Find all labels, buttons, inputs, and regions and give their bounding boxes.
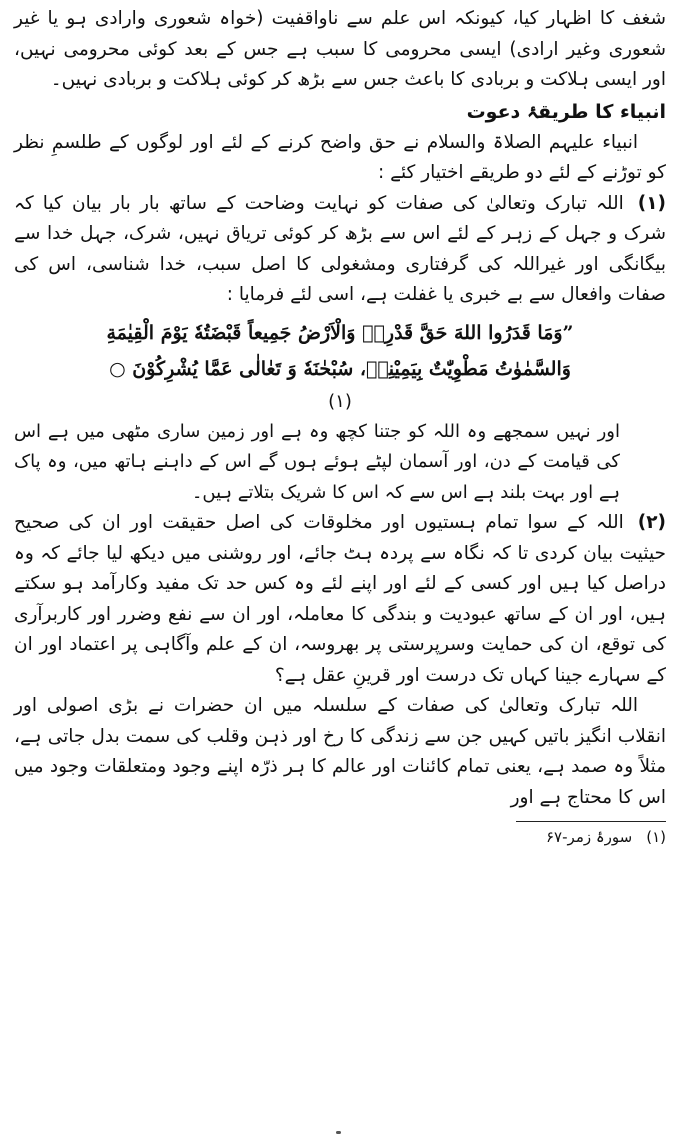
point-one-paragraph [14,189,666,311]
footnote-text: سورۂ زمر-۶۷ [546,828,633,846]
verse-footnote-ref: (۱) [328,390,352,412]
footnote-marker: (۱) [646,828,666,846]
point-two-text: اللہ کے سوا تمام ہستیوں اور مخلوقات کی اصل حقیقت اور ان کی صحیح حیثیت بیان کردی تا کہ نگاہ سے پردہ ہٹ جائے، اور روشنی میں دیکھ لیا جائے کہ وہ دراصل کیا ہیں اور کسی کے لئے اور اپنے لئے وہ کس حد تک مفید وکارآمد ہو سکتے ہیں، اور ان کے ساتھ عبودیت و بندگی کا معاملہ، اور ان سے نفع وضرر اور کاربرآری کی توقع، ان کی حمایت وسرپرستی پر بھروسہ، ان کے علم وآگاہی پر اعتماد اور ان کے سہارے جینا کہاں تک درست اور قرینِ عقل ہے؟ [14,512,666,686]
verse-translation: اور نہیں سمجھے وہ اللہ کو جتنا کچھ وہ ہے اور زمین ساری مٹھی میں ہے اس کی قیامت کے دن، اور آسمان لپٹے ہوئے ہوں گے اس کے داہنے ہاتھ میں، وہ پاک ہے اور بہت بلند ہے اس سے کہ اس کا شریک بتلاتے ہیں۔ [14,420,620,503]
point-two-number: (۲) [637,512,666,533]
footnote-divider [516,821,666,822]
footnote [14,826,666,848]
quran-verse-line-2: وَالسَّمٰوٰتُ مَطْوِيّٰتٌ بِيَمِيْنِهٖ، سُبْحٰنَهٗ وَ تَعٰالٰی عَمَّا يُشْرِكُوْنَ ○ [109,357,571,380]
intro-paragraph: شغف کا اظہار کیا، کیونکہ اس علم سے ناواقفیت (خواہ شعوری وارادی ہو یا غیر شعوری وغیر ارادی) ایسی محرومی کا سبب ہے جس کے بعد کوئی محرومی نہیں، اور ایسی ہلاکت و بربادی کا باعث جس سے بڑھ کر کوئی ہلاکت و بربادی نہیں۔ [14,8,666,90]
point-one-text: اللہ تبارک وتعالیٰ کی صفات کو نہایت وضاحت کے ساتھ بار بار بیان کیا کہ شرک و جہل کے زہر کے لئے اس سے بڑھ کر کوئی تریاق نہیں، شرک، جہل خدا سے بیگانگی اور غیراللہ کی گرفتاری ومشغولی کا اصل سبب، خدا شناسی، اس کی صفات وافعال سے بے خبری یا غفلت ہے، اسی لئے فرمایا : [14,192,666,305]
closing-paragraph: اللہ تبارک وتعالیٰ کی صفات کے سلسلہ میں ان حضرات نے بڑی اصولی اور انقلاب انگیز باتیں کہیں جن سے زندگی کا رخ اور ذہن وقلب کی سمت بدل جاتی ہے، مثلاً وہ صمد ہے، یعنی تمام کائنات اور عالم کا ہر ذرّہ اپنے وجود ومتعلقات وجود میں اس کا محتاج ہے اور [14,695,666,808]
quran-verse-line-1: ”وَمَا قَدَرُوا اللهَ حَقَّ قَدْرِهٖ وَالْاَرْضُ جَمِيعاً قَبْضَتُهٗ يَوْمَ الْقِيٰمَةِ [106,321,574,344]
section-heading: انبیاء کا طریقۂ دعوت [466,100,666,123]
point-two-paragraph [14,508,666,691]
point-one-number: (۱) [637,192,666,214]
method-intro-paragraph: انبیاء علیہم الصلاۃ والسلام نے حق واضح کرنے کے لئے اور لوگوں کے طلسمِ نظر کو توڑنے کے لئے دو طریقے اختیار کئے : [14,131,666,183]
